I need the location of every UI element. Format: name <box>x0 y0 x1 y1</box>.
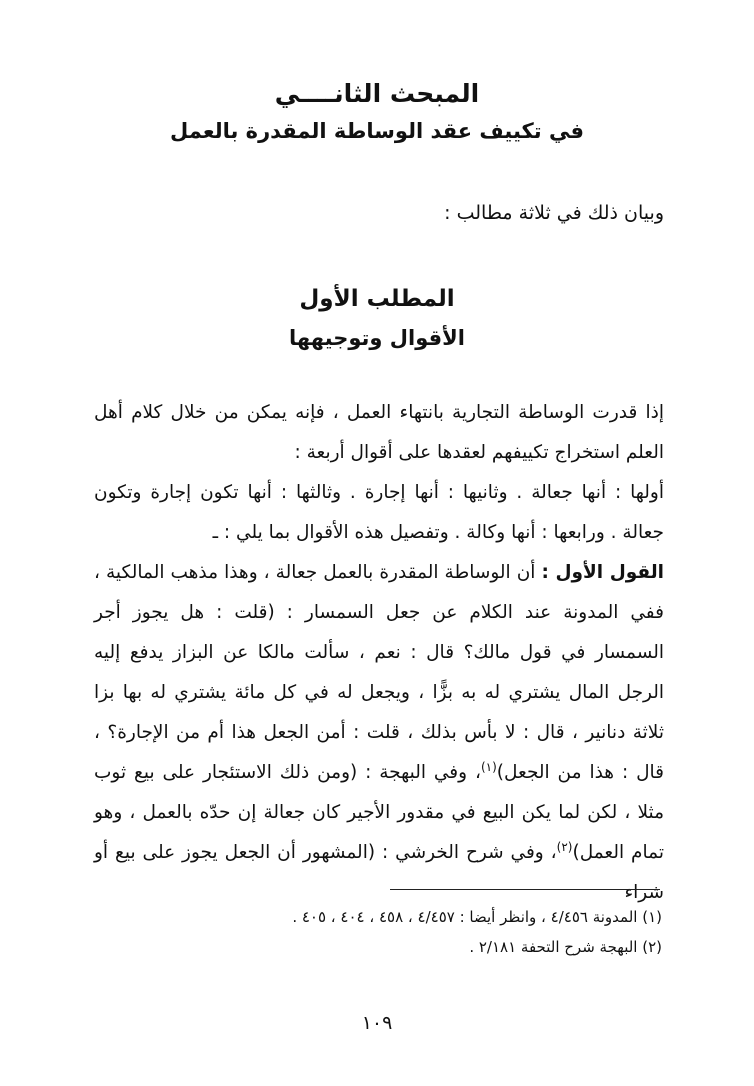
paragraph-1: إذا قدرت الوساطة التجارية بانتهاء العمل ، فإنه يمكن من خلال كلام أهل العلم استخراج تكييفهم لعقدها على أقوال أربعة : <box>94 402 664 463</box>
footnote-ref-2[interactable]: (٢) <box>556 839 573 854</box>
footnotes <box>92 902 662 962</box>
chapter-subtitle: في تكييف عقد الوساطة المقدرة بالعمل <box>170 119 584 143</box>
intro-line: وبيان ذلك في ثلاثة مطالب : <box>444 202 664 224</box>
section-subtitle: الأقوال وتوجيهها <box>289 326 465 350</box>
footnote-2: (٢) البهجة شرح التحفة ٢/١٨١ . <box>469 938 662 956</box>
paragraph-3-text-c: ، وفي شرح الخرشي : (المشهور أن الجعل يجوز على بيع أو شراء <box>94 842 664 903</box>
section-title: المطلب الأول <box>299 286 455 312</box>
paragraph-3 <box>94 553 664 913</box>
footnote-1: (١) المدونة ٤/٤٥٦ ، وانظر أيضا : ٤/٤٥٧ ، ٤٥٨ ، ٤٠٤ ، ٤٠٥ . <box>292 908 662 926</box>
paragraph-2: أولها : أنها جعالة . وثانيها : أنها إجارة . وثالثها : أنها تكون إجارة وتكون جعالة . ورابعها : أنها وكالة . وتفصيل هذه الأقوال بما يلي : ـ <box>94 482 664 543</box>
footnote-divider <box>390 889 660 890</box>
first-opinion-label: القول الأول : <box>541 562 664 583</box>
footnote-ref-1[interactable]: (١) <box>480 759 497 774</box>
chapter-title: المبحث الثانــــي <box>274 79 480 108</box>
paragraph-3-text-b: ، وفي البهجة : (ومن ذلك الاستئجار على بيع ثوب مثلا ، لكن لما يكن البيع في مقدور الأجير كان جعالة إن حدّه بالعمل ، وهو تمام العمل) <box>94 762 664 863</box>
page-number: ١٠٩ <box>361 1012 393 1034</box>
body-text <box>94 393 664 913</box>
paragraph-3-text-a: أن الوساطة المقدرة بالعمل جعالة ، وهذا مذهب المالكية ، ففي المدونة عند الكلام عن جعل السمسار : (قلت : هل يجوز أجر السمسار في قول مالك؟ قال : نعم ، سألت مالكا عن البزاز يدفع إليه الرجل المال يشتري له به بزًّا ، ويجعل له في كل مائة يشتري له بها بزا ثلاثة دنانير ، قال : لا بأس بذلك ، قلت : أمن الجعل هذا أم من الإجارة؟ ، قال : هذا من الجعل) <box>94 562 664 783</box>
